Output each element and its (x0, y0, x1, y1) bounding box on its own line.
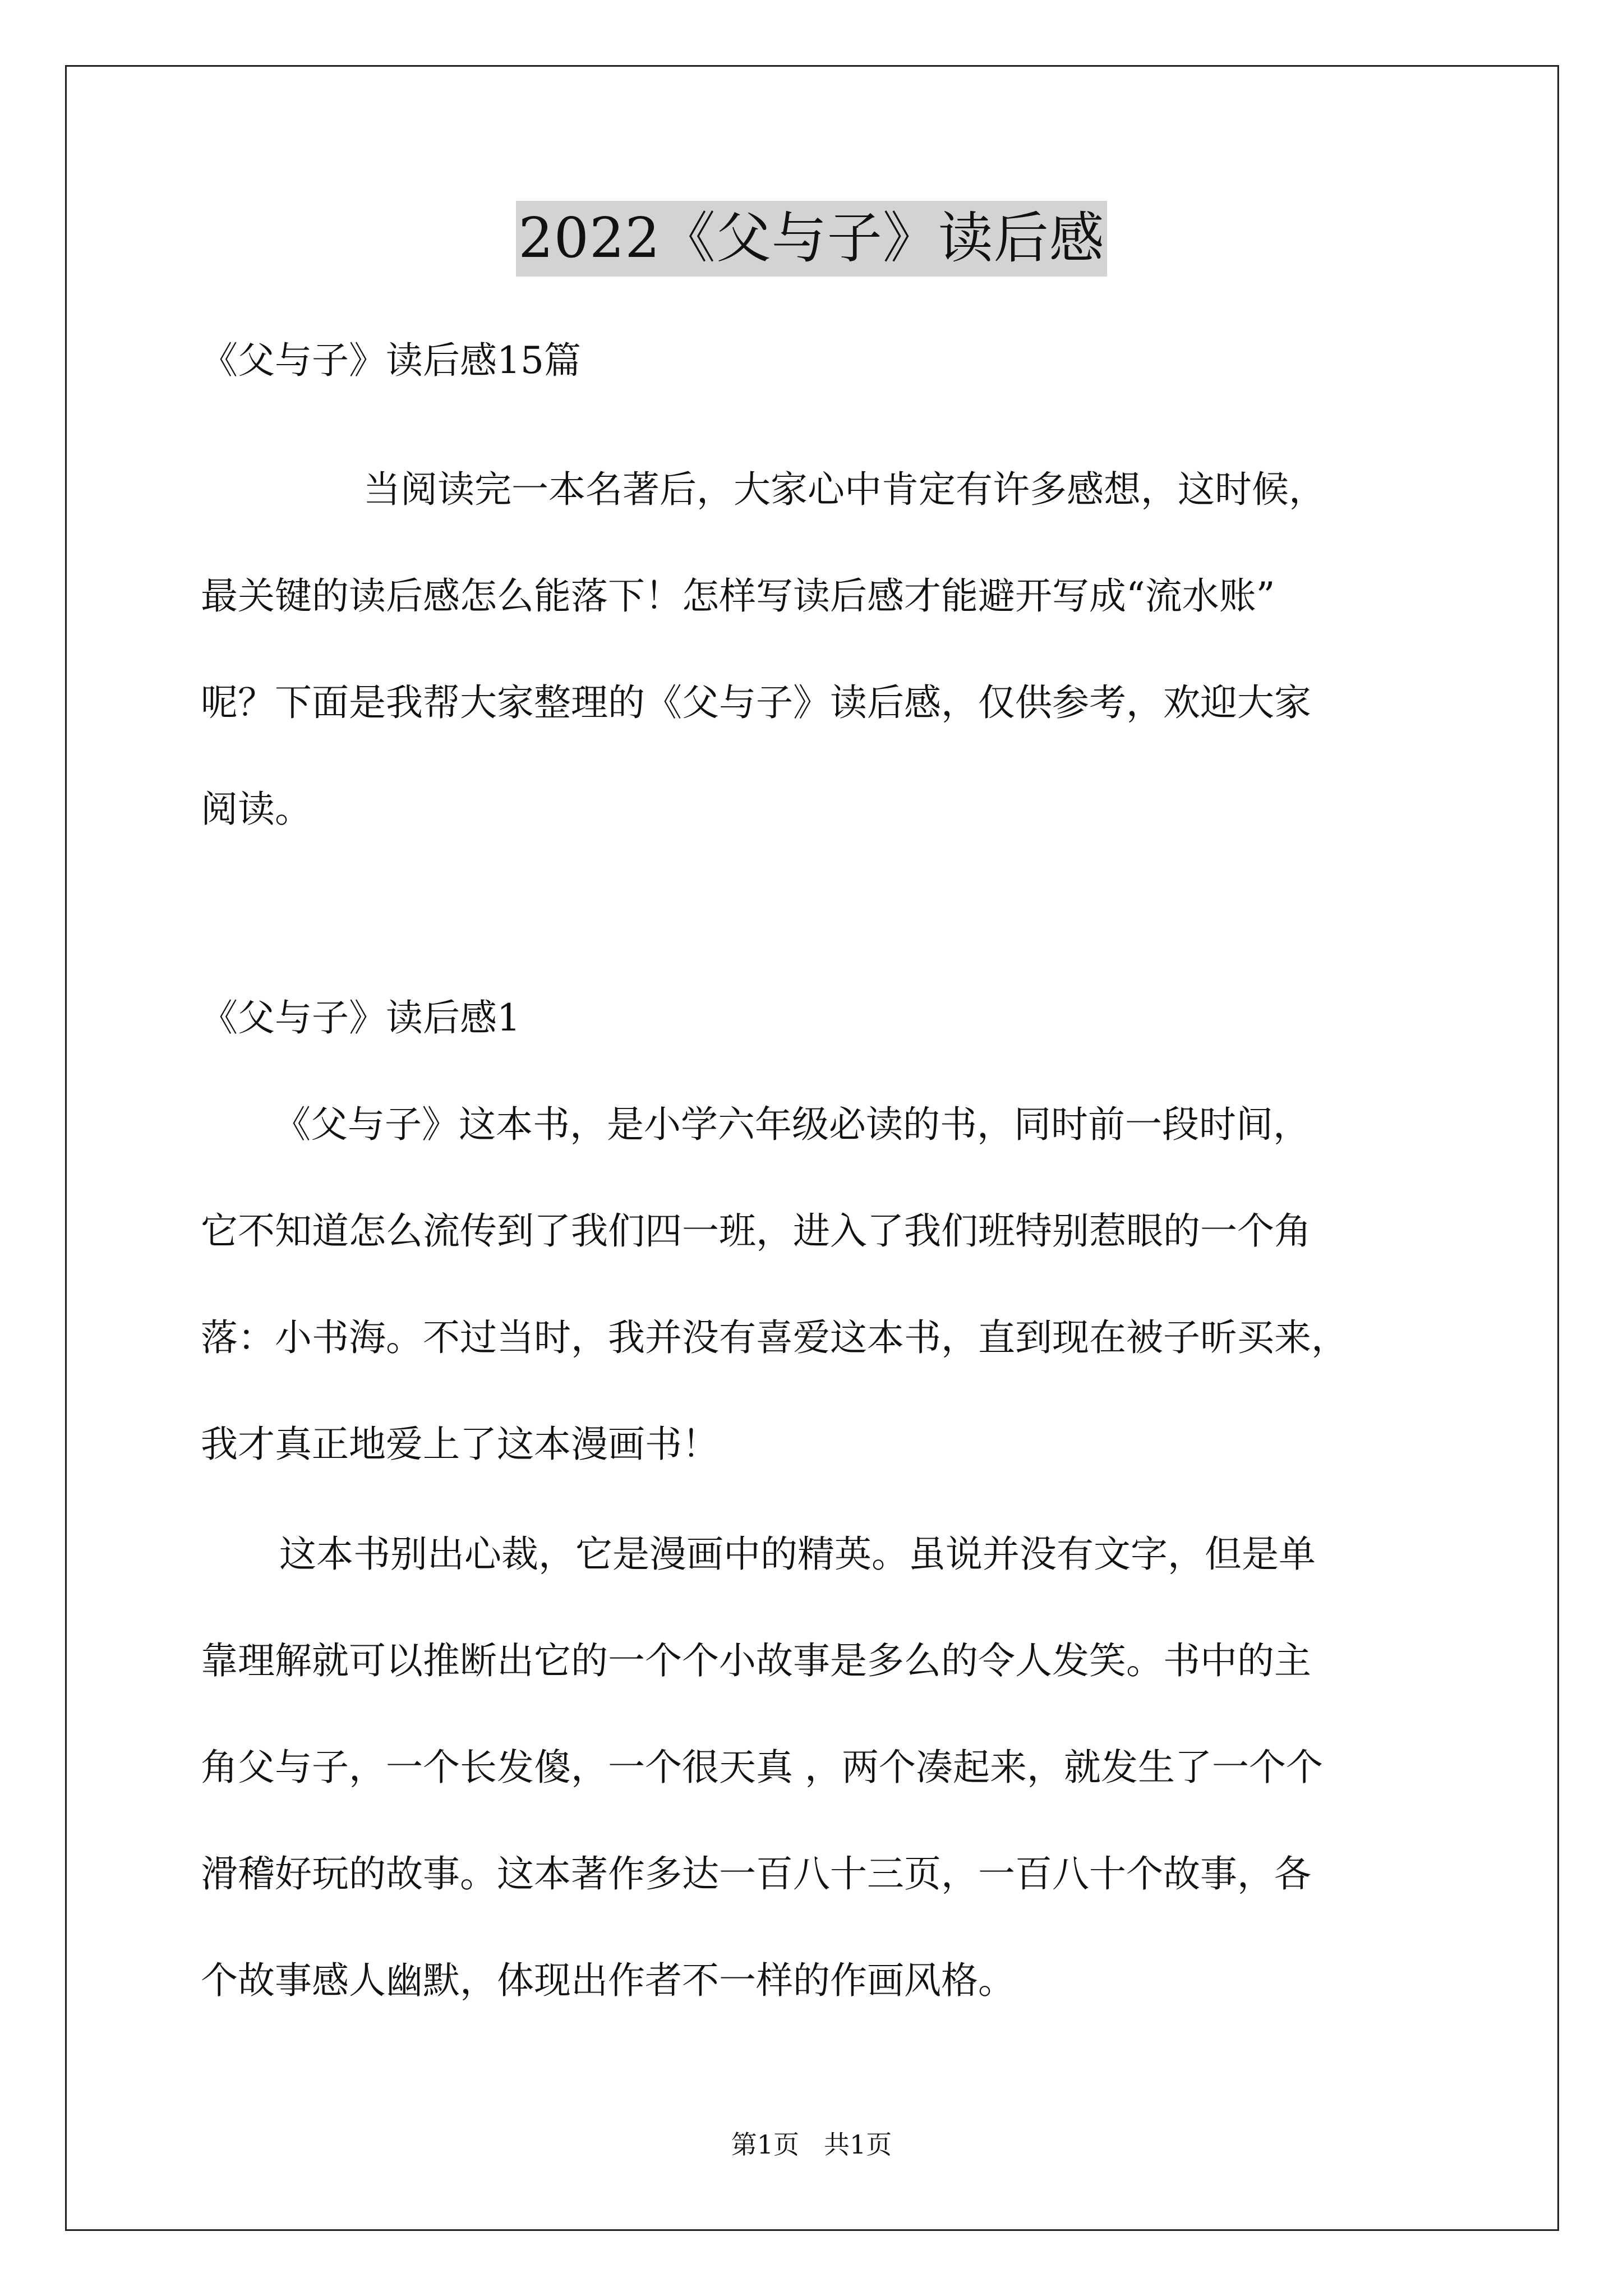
body-line: 这本书别出心裁，它是漫画中的精英。虽说并没有文字，但是单 (279, 1533, 1316, 1576)
body-line: 角父与子，一个长发傻，一个很天真 ，两个凑起来，就发生了一个个 (201, 1746, 1323, 1789)
body-line: 它不知道怎么流传到了我们四一班，进入了我们班特别惹眼的一个角 (201, 1209, 1311, 1253)
body-line: 我才真正地爱上了这本漫画书！ (201, 1423, 719, 1466)
body-line: 滑稽好玩的故事。这本著作多达一百八十三页，一百八十个故事，各 (201, 1852, 1311, 1895)
body-line: 《父与子》这本书，是小学六年级必读的书，同时前一段时间， (274, 1103, 1310, 1146)
page-total: 共1页 (823, 2129, 892, 2160)
page-footer (0, 2128, 1623, 2161)
page-number: 第1页 (731, 2129, 800, 2160)
intro-line: 当阅读完一本名著后，大家心中肯定有许多感想，这时候， (363, 468, 1326, 511)
body-line: 落：小书海。不过当时，我并没有喜爱这本书，直到现在被子昕买来， (201, 1316, 1348, 1359)
section-heading: 《父与子》读后感1 (201, 996, 520, 1039)
body-paragraph-2 (201, 1501, 1468, 2034)
intro-paragraph (201, 436, 1468, 863)
document-subtitle: 《父与子》读后感15篇 (201, 339, 581, 382)
document-title: 2022《父与子》读后感 (516, 201, 1106, 277)
intro-line: 阅读。 (201, 788, 312, 831)
intro-line: 呢？下面是我帮大家整理的《父与子》读后感，仅供参考，欢迎大家 (201, 681, 1311, 724)
body-line: 靠理解就可以推断出它的一个个小故事是多么的令人发笑。书中的主 (201, 1639, 1311, 1682)
intro-line: 最关键的读后感怎么能落下！怎样写读后感才能避开写成“流水账” (201, 574, 1275, 618)
title-container (0, 201, 1623, 277)
body-paragraph-1 (201, 1071, 1468, 1498)
body-line: 个故事感人幽默，体现出作者不一样的作画风格。 (201, 1959, 1015, 2002)
